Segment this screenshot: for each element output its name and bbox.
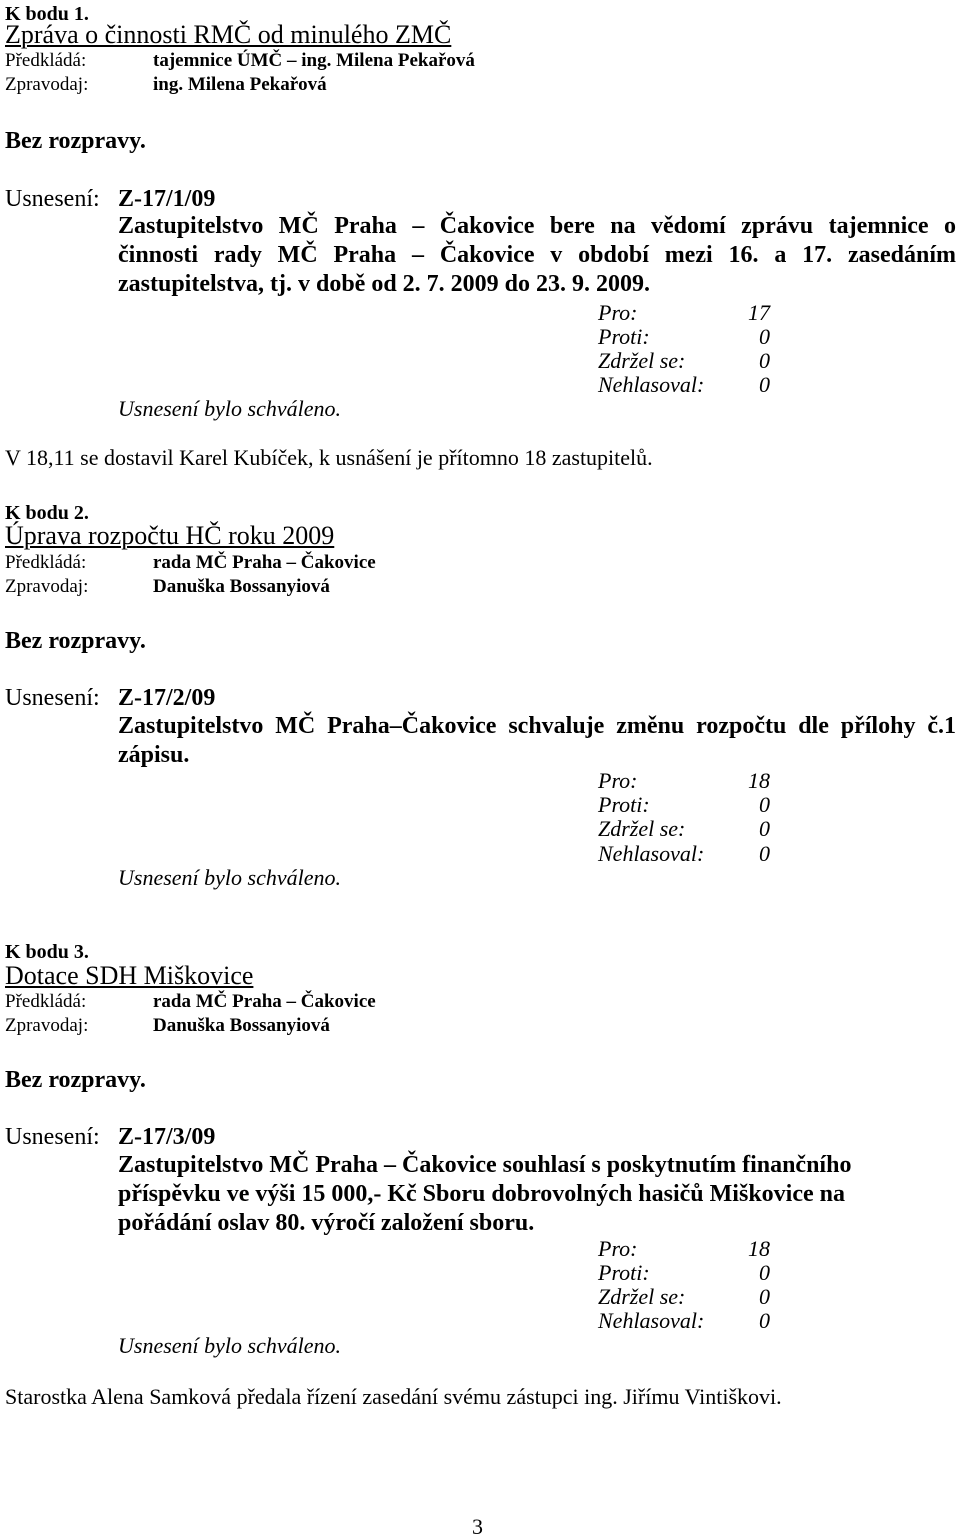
vote-nehlasoval-value: 0 xyxy=(759,372,770,397)
chair-handover-note: Starostka Alena Samková předala řízení zasedání svému zástupci ing. Jiřímu Vintiškovi. xyxy=(5,1384,782,1409)
section-3-zpravodaj-value: Danuška Bossanyiová xyxy=(153,1015,330,1036)
resolution-line: Zastupitelstvo MČ Praha–Čakovice schvaluje změnu rozpočtu dle přílohy č.1 xyxy=(118,713,956,739)
vote-proti-label: Proti: xyxy=(598,1260,650,1285)
section-1-discussion: Bez rozpravy. xyxy=(5,128,146,154)
vote-pro-label: Pro: xyxy=(598,300,638,325)
vote-proti-value: 0 xyxy=(759,792,770,817)
section-2-predklada-value: rada MČ Praha – Čakovice xyxy=(153,552,376,573)
section-2-discussion: Bez rozpravy. xyxy=(5,628,146,654)
attendance-note: V 18,11 se dostavil Karel Kubíček, k usnášení je přítomno 18 zastupitelů. xyxy=(5,445,653,470)
vote-nehlasoval-label: Nehlasoval: xyxy=(598,1308,705,1333)
section-1-resolution-text xyxy=(118,212,956,299)
section-3-resolution-number: Z-17/3/09 xyxy=(118,1124,216,1150)
vote-proti-label: Proti: xyxy=(598,792,650,817)
vote-pro-value: 18 xyxy=(748,1236,770,1261)
section-2-title: Úprava rozpočtu HČ roku 2009 xyxy=(5,521,335,550)
section-2-zpravodaj-label: Zpravodaj: xyxy=(5,576,89,597)
section-1-heading: K bodu 1. xyxy=(5,3,89,25)
section-3-discussion: Bez rozpravy. xyxy=(5,1067,146,1093)
section-1-title: Zpráva o činnosti RMČ od minulého ZMČ xyxy=(5,20,452,49)
section-1-predklada-label: Předkládá: xyxy=(5,50,87,71)
section-3-result: Usnesení bylo schváleno. xyxy=(118,1333,341,1358)
vote-zdrzel-label: Zdržel se: xyxy=(598,348,686,373)
resolution-line: Zastupitelstvo MČ Praha – Čakovice bere na vědomí zprávu tajemnice o xyxy=(118,213,956,239)
vote-zdrzel-value: 0 xyxy=(759,816,770,841)
vote-nehlasoval-label: Nehlasoval: xyxy=(598,841,705,866)
vote-proti-value: 0 xyxy=(759,324,770,349)
vote-pro-label: Pro: xyxy=(598,768,638,793)
section-1-resolution-number: Z-17/1/09 xyxy=(118,186,216,212)
section-1-zpravodaj-value: ing. Milena Pekařová xyxy=(153,74,327,95)
section-2-predklada-label: Předkládá: xyxy=(5,552,87,573)
section-2-resolution-number: Z-17/2/09 xyxy=(118,685,216,711)
section-2-result: Usnesení bylo schváleno. xyxy=(118,865,341,890)
resolution-line: pořádání oslav 80. výročí založení sboru. xyxy=(118,1210,535,1236)
vote-pro-value: 18 xyxy=(748,768,770,793)
vote-pro-label: Pro: xyxy=(598,1236,638,1261)
section-3-title: Dotace SDH Miškovice xyxy=(5,961,254,990)
section-2-zpravodaj-value: Danuška Bossanyiová xyxy=(153,576,330,597)
vote-zdrzel-value: 0 xyxy=(759,348,770,373)
page-number: 3 xyxy=(472,1514,483,1539)
section-3-resolution-label: Usnesení: xyxy=(5,1124,100,1150)
section-2-resolution-label: Usnesení: xyxy=(5,685,100,711)
resolution-line: zápisu. xyxy=(118,742,190,768)
section-1-predklada-value: tajemnice ÚMČ – ing. Milena Pekařová xyxy=(153,50,475,71)
section-3-predklada-value: rada MČ Praha – Čakovice xyxy=(153,991,376,1012)
section-3-resolution-text xyxy=(118,1151,851,1238)
vote-zdrzel-label: Zdržel se: xyxy=(598,816,686,841)
resolution-line: zastupitelstva, tj. v době od 2. 7. 2009 do 23. 9. 2009. xyxy=(118,271,651,297)
vote-zdrzel-label: Zdržel se: xyxy=(598,1284,686,1309)
section-1-resolution-label: Usnesení: xyxy=(5,186,100,212)
vote-zdrzel-value: 0 xyxy=(759,1284,770,1309)
section-1-result: Usnesení bylo schváleno. xyxy=(118,396,341,421)
resolution-line: příspěvku ve výši 15 000,- Kč Sboru dobrovolných hasičů Miškovice na xyxy=(118,1181,845,1207)
vote-nehlasoval-label: Nehlasoval: xyxy=(598,372,705,397)
vote-pro-value: 17 xyxy=(748,300,770,325)
vote-proti-value: 0 xyxy=(759,1260,770,1285)
section-3-heading: K bodu 3. xyxy=(5,941,89,963)
section-3-predklada-label: Předkládá: xyxy=(5,991,87,1012)
vote-nehlasoval-value: 0 xyxy=(759,1308,770,1333)
resolution-line: Zastupitelstvo MČ Praha – Čakovice souhlasí s poskytnutím finančního xyxy=(118,1152,852,1178)
section-3-zpravodaj-label: Zpravodaj: xyxy=(5,1015,89,1036)
vote-proti-label: Proti: xyxy=(598,324,650,349)
resolution-line: činnosti rady MČ Praha – Čakovice v období mezi 16. a 17. zasedáním xyxy=(118,242,956,268)
section-2-resolution-text xyxy=(118,712,956,770)
section-2-heading: K bodu 2. xyxy=(5,502,89,524)
section-1-zpravodaj-label: Zpravodaj: xyxy=(5,74,89,95)
vote-nehlasoval-value: 0 xyxy=(759,841,770,866)
